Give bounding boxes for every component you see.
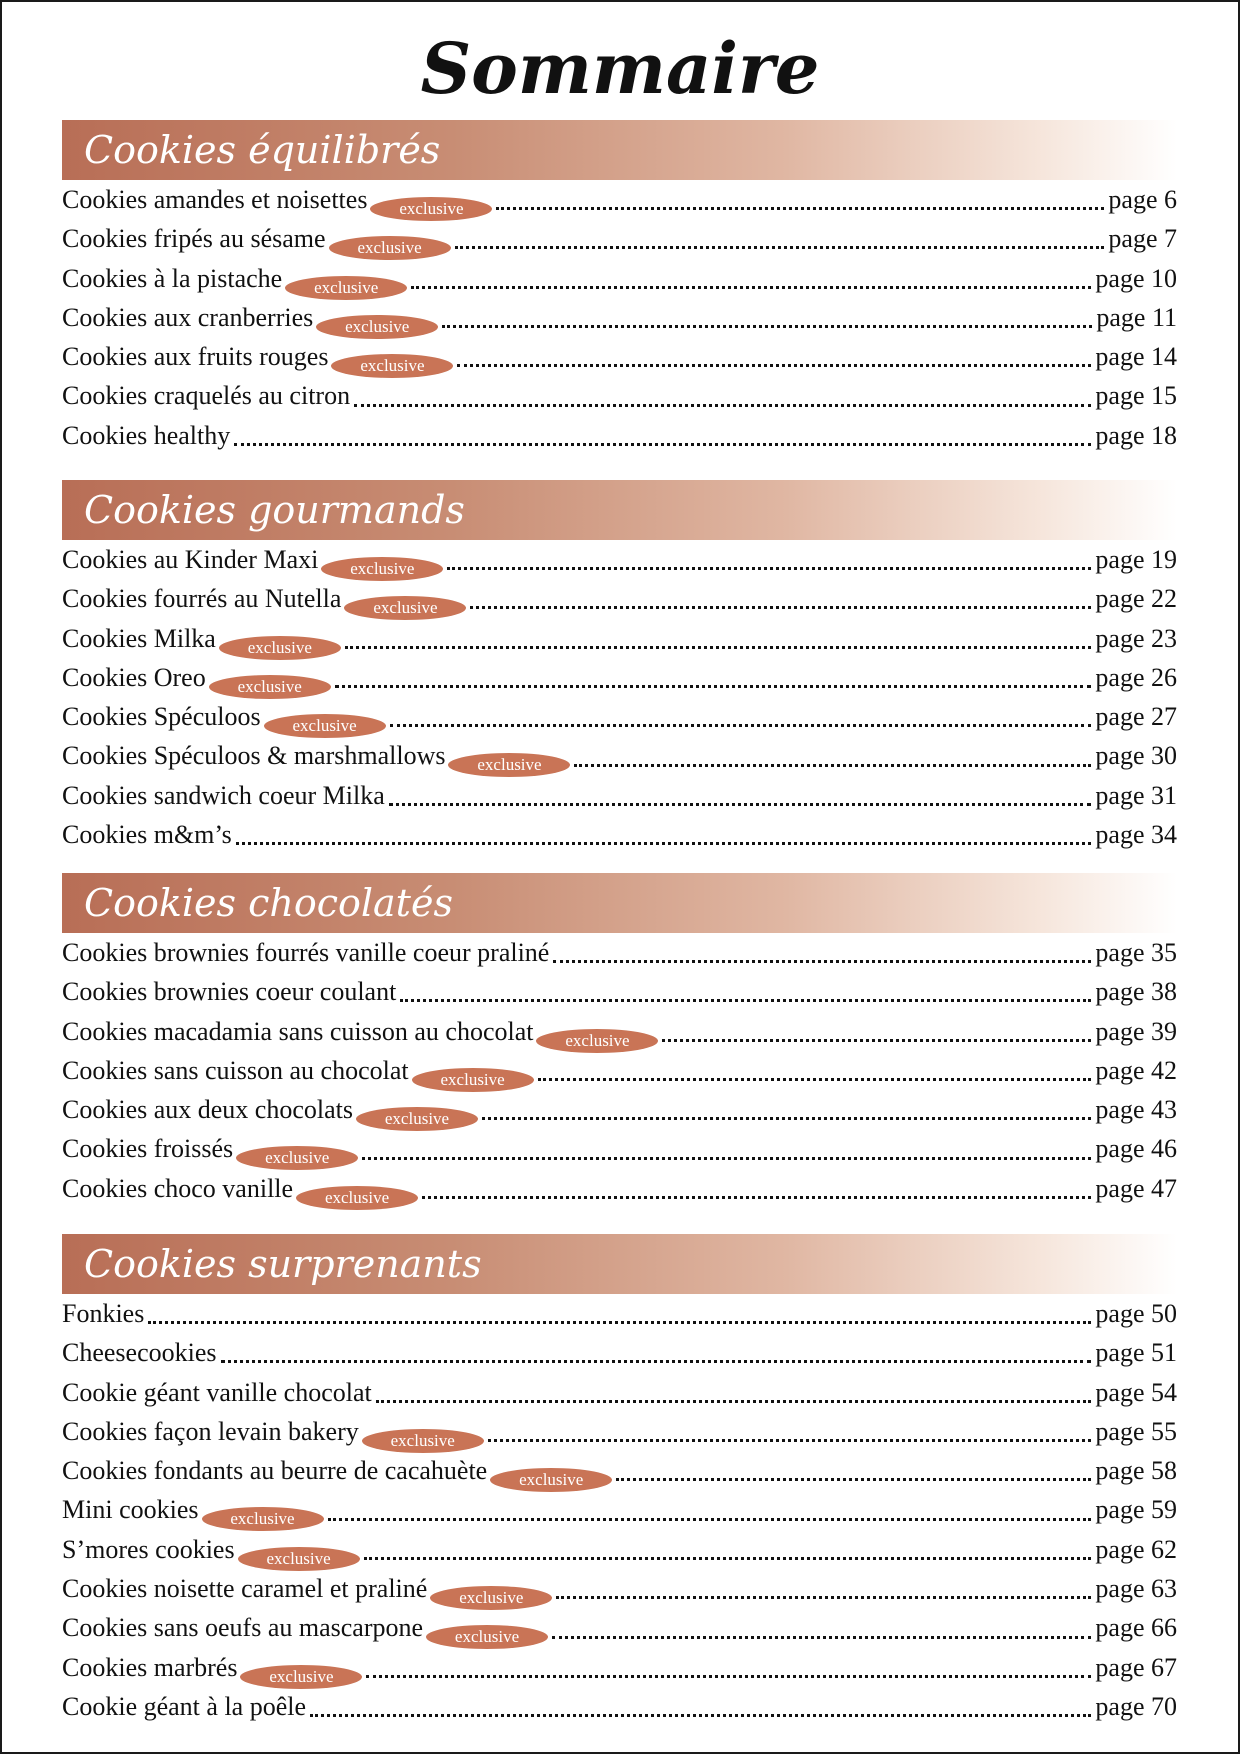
- dot-leader: [362, 1157, 1091, 1160]
- dot-leader: [411, 286, 1091, 289]
- page-number: page 6: [1108, 185, 1177, 214]
- dot-leader: [366, 1675, 1091, 1678]
- toc-entry: [62, 1090, 1177, 1129]
- toc-entry: [62, 1648, 1177, 1687]
- page-number: page 22: [1095, 584, 1177, 614]
- recipe-name: Cookies Spéculoos & marshmallows: [62, 741, 446, 771]
- exclusive-badge: exclusive: [356, 1107, 478, 1131]
- toc-entry: [62, 1569, 1177, 1608]
- dot-leader: [234, 443, 1091, 446]
- section-cookies-chocolates: [62, 873, 1177, 1208]
- exclusive-badge: exclusive: [296, 1186, 418, 1210]
- toc-entry: [62, 776, 1177, 815]
- exclusive-badge: exclusive: [331, 354, 453, 378]
- section-banner: [62, 120, 1177, 180]
- entry-list: [62, 180, 1177, 455]
- recipe-name: Cookies aux fruits rouges: [62, 342, 329, 372]
- dot-leader: [496, 207, 1104, 210]
- dot-leader: [328, 1518, 1092, 1521]
- exclusive-badge: exclusive: [219, 636, 341, 660]
- recipe-name: Cookies Spéculoos: [62, 702, 261, 732]
- exclusive-badge: exclusive: [448, 753, 570, 777]
- page-title: Sommaire: [420, 27, 820, 110]
- recipe-name: Cookie géant à la poêle: [62, 1691, 307, 1721]
- dot-leader: [390, 724, 1092, 727]
- section-heading: Cookies équilibrés: [84, 128, 441, 172]
- dot-leader: [470, 606, 1091, 609]
- recipe-name: Cookies fourrés au Nutella: [62, 584, 342, 614]
- toc-entry: [62, 736, 1177, 775]
- dot-leader: [457, 364, 1091, 367]
- page-number: page 67: [1095, 1652, 1177, 1682]
- dot-leader: [148, 1321, 1091, 1324]
- dot-leader: [442, 325, 1092, 328]
- entry-list: [62, 1294, 1177, 1726]
- recipe-name: Cookies à la pistache: [62, 263, 283, 293]
- exclusive-badge: exclusive: [490, 1468, 612, 1492]
- page-number: page 23: [1095, 623, 1177, 653]
- exclusive-badge: exclusive: [370, 197, 492, 221]
- page-number: page 59: [1095, 1495, 1177, 1525]
- page-number: page 18: [1095, 420, 1177, 450]
- page-number: page 14: [1095, 342, 1177, 372]
- recipe-name: Mini cookies: [62, 1495, 199, 1525]
- toc-entry: [62, 180, 1177, 219]
- section-heading: Cookies gourmands: [84, 488, 465, 532]
- recipe-name: Cookies choco vanille: [62, 1173, 294, 1203]
- recipe-name: Cookies Oreo: [62, 662, 206, 692]
- toc-entry: [62, 219, 1177, 258]
- toc-entry: [62, 815, 1177, 854]
- toc-entry: [62, 1451, 1177, 1490]
- page-number: page 27: [1095, 702, 1177, 732]
- dot-leader: [556, 1596, 1091, 1599]
- dot-leader: [447, 567, 1091, 570]
- page-number: page 55: [1095, 1416, 1177, 1446]
- recipe-name: Cookies craquelés au citron: [62, 381, 351, 411]
- section-banner: [62, 873, 1177, 933]
- page-number: page 51: [1095, 1338, 1177, 1368]
- recipe-name: S’mores cookies: [62, 1534, 235, 1564]
- dot-leader: [422, 1196, 1091, 1199]
- recipe-name: Cookies brownies fourrés vanille coeur praliné: [62, 938, 550, 967]
- section-cookies-gourmands: [62, 480, 1177, 854]
- exclusive-badge: exclusive: [285, 276, 407, 300]
- recipe-name: Cookies sans oeufs au mascarpone: [62, 1613, 424, 1643]
- dot-leader: [400, 999, 1091, 1002]
- section-heading: Cookies chocolatés: [84, 881, 453, 925]
- recipe-name: Cookies façon levain bakery: [62, 1416, 359, 1446]
- page-number: page 46: [1095, 1134, 1177, 1164]
- page-number: page 7: [1108, 224, 1177, 254]
- section-banner: [62, 1234, 1177, 1294]
- dot-leader: [488, 1439, 1092, 1442]
- dot-leader: [221, 1360, 1092, 1363]
- exclusive-badge: exclusive: [344, 596, 466, 620]
- toc-entry: [62, 1333, 1177, 1372]
- dot-leader: [574, 764, 1091, 767]
- page-number: page 26: [1095, 662, 1177, 692]
- page-number: page 34: [1095, 820, 1177, 850]
- dot-leader: [552, 1636, 1091, 1639]
- toc-entry: [62, 1169, 1177, 1208]
- dot-leader: [354, 404, 1091, 407]
- exclusive-badge: exclusive: [316, 315, 438, 339]
- entry-list: [62, 933, 1177, 1208]
- entry-list: [62, 540, 1177, 854]
- recipe-name: Cookies sandwich coeur Milka: [62, 780, 385, 810]
- page-number: page 10: [1095, 263, 1177, 293]
- page-number: page 66: [1095, 1613, 1177, 1643]
- dot-leader: [310, 1714, 1091, 1717]
- page-number: page 70: [1095, 1691, 1177, 1721]
- dot-leader: [553, 960, 1091, 963]
- exclusive-badge: exclusive: [240, 1665, 362, 1689]
- recipe-name: Cookies froissés: [62, 1134, 234, 1164]
- page-number: page 62: [1095, 1534, 1177, 1564]
- toc-entry: [62, 1051, 1177, 1090]
- toc-entry: [62, 933, 1177, 972]
- recipe-name: Cookies aux cranberries: [62, 302, 314, 332]
- toc-entry: [62, 540, 1177, 579]
- page-number: page 11: [1096, 302, 1177, 332]
- page-number: page 47: [1095, 1173, 1177, 1203]
- exclusive-badge: exclusive: [238, 1547, 360, 1571]
- recipe-name: Cookies amandes et noisettes: [62, 185, 368, 214]
- exclusive-badge: exclusive: [209, 675, 331, 699]
- page-number: page 30: [1095, 741, 1177, 771]
- toc-entry: [62, 1608, 1177, 1647]
- exclusive-badge: exclusive: [321, 557, 443, 581]
- exclusive-badge: exclusive: [362, 1429, 484, 1453]
- page-number: page 15: [1095, 381, 1177, 411]
- toc-entry: [62, 972, 1177, 1011]
- toc-entry: [62, 1129, 1177, 1168]
- dot-leader: [364, 1557, 1092, 1560]
- toc-entry: [62, 298, 1177, 337]
- recipe-name: Cookies brownies coeur coulant: [62, 977, 397, 1007]
- exclusive-badge: exclusive: [264, 714, 386, 738]
- page-number: page 38: [1095, 977, 1177, 1007]
- dot-leader: [376, 1400, 1092, 1403]
- exclusive-badge: exclusive: [412, 1068, 534, 1092]
- page-number: page 39: [1095, 1016, 1177, 1046]
- toc-entry: [62, 579, 1177, 618]
- page-number: page 58: [1095, 1456, 1177, 1486]
- toc-entry: [62, 658, 1177, 697]
- toc-entry: [62, 1687, 1177, 1726]
- section-heading: Cookies surprenants: [84, 1242, 482, 1286]
- exclusive-badge: exclusive: [202, 1507, 324, 1531]
- exclusive-badge: exclusive: [430, 1586, 552, 1610]
- dot-leader: [616, 1478, 1091, 1481]
- recipe-name: Cookies fondants au beurre de cacahuète: [62, 1456, 488, 1486]
- dot-leader: [236, 842, 1092, 845]
- toc-entry: [62, 1490, 1177, 1529]
- recipe-name: Fonkies: [62, 1299, 145, 1328]
- recipe-name: Cookie géant vanille chocolat: [62, 1377, 372, 1407]
- dot-leader: [345, 646, 1092, 649]
- toc-entry: [62, 416, 1177, 455]
- exclusive-badge: exclusive: [426, 1625, 548, 1649]
- toc-entry: [62, 1294, 1177, 1333]
- toc-entry: [62, 697, 1177, 736]
- section-banner: [62, 480, 1177, 540]
- page-number: page 54: [1095, 1377, 1177, 1407]
- recipe-name: Cookies macadamia sans cuisson au chocolat: [62, 1016, 534, 1046]
- section-cookies-equilibres: [62, 120, 1177, 455]
- page-number: page 19: [1095, 545, 1177, 574]
- dot-leader: [389, 803, 1092, 806]
- toc-entry: [62, 1373, 1177, 1412]
- page-number: page 31: [1095, 780, 1177, 810]
- toc-entry: [62, 619, 1177, 658]
- toc-entry: [62, 1412, 1177, 1451]
- page-number: page 42: [1095, 1055, 1177, 1085]
- section-cookies-surprenants: [62, 1234, 1177, 1726]
- dot-leader: [455, 246, 1105, 249]
- recipe-name: Cookies marbrés: [62, 1652, 238, 1682]
- toc-entry: [62, 259, 1177, 298]
- page-number: page 63: [1095, 1574, 1177, 1604]
- recipe-name: Cookies sans cuisson au chocolat: [62, 1055, 409, 1085]
- recipe-name: Cookies m&m’s: [62, 820, 232, 850]
- recipe-name: Cheesecookies: [62, 1338, 217, 1368]
- toc-entry: [62, 1530, 1177, 1569]
- toc-entry: [62, 337, 1177, 376]
- recipe-name: Cookies fripés au sésame: [62, 224, 326, 254]
- toc-entry: [62, 1012, 1177, 1051]
- recipe-name: Cookies noisette caramel et praliné: [62, 1574, 428, 1604]
- page-number: page 35: [1095, 938, 1177, 967]
- dot-leader: [335, 685, 1092, 688]
- recipe-name: Cookies healthy: [62, 420, 231, 450]
- dot-leader: [538, 1078, 1092, 1081]
- recipe-name: Cookies aux deux chocolats: [62, 1095, 353, 1125]
- exclusive-badge: exclusive: [329, 236, 451, 260]
- exclusive-badge: exclusive: [536, 1029, 658, 1053]
- dot-leader: [482, 1117, 1091, 1120]
- toc-entry: [62, 376, 1177, 415]
- recipe-name: Cookies au Kinder Maxi: [62, 545, 319, 574]
- dot-leader: [662, 1039, 1091, 1042]
- exclusive-badge: exclusive: [236, 1146, 358, 1170]
- page-number: page 50: [1095, 1299, 1177, 1328]
- page-number: page 43: [1095, 1095, 1177, 1125]
- recipe-name: Cookies Milka: [62, 623, 216, 653]
